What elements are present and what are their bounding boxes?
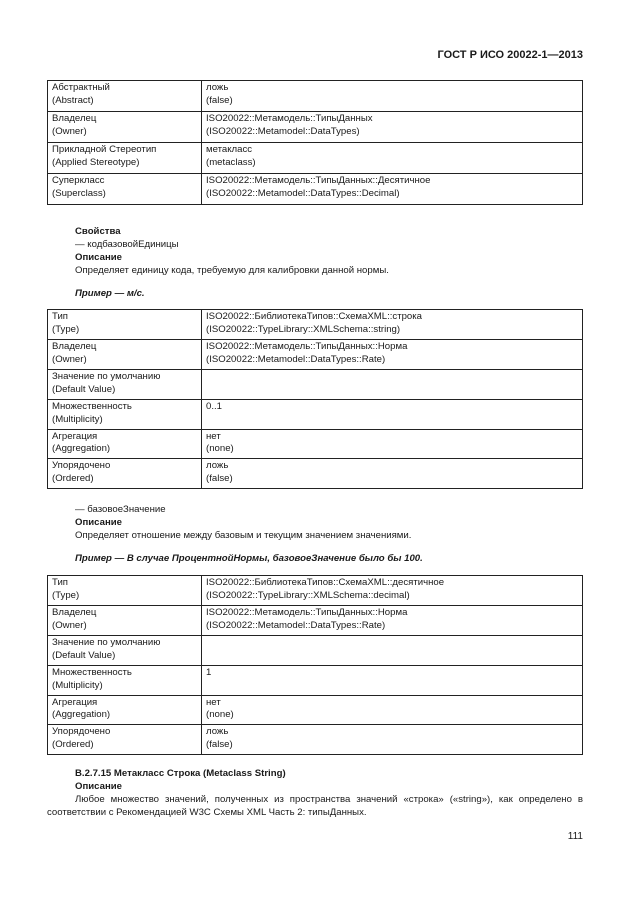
attribute-value-en: (ISO20022::TypeLibrary::XMLSchema::string) [206, 323, 401, 335]
attribute-value-ru: ISO20022::Метамодель::ТипыДанных [206, 113, 373, 124]
attribute-name-cell [48, 576, 202, 606]
attribute-name-cell [48, 369, 202, 399]
attribute-name-en: (Multiplicity) [52, 679, 103, 691]
attribute-name-ru: Владелец [52, 340, 97, 352]
property-name: — кодбазовойЕдиницы [75, 238, 179, 250]
attribute-name-en: (Owner) [52, 353, 87, 365]
attribute-value-en: (ISO20022::Metamodel::DataTypes) [206, 125, 360, 137]
attribute-value-cell [202, 399, 583, 429]
attribute-name-en: (Default Value) [52, 649, 116, 661]
metaclass-string-block [47, 768, 583, 820]
attribute-value-ru: ложь [206, 726, 229, 738]
attribute-value-ru: ISO20022::БиблиотекаТипов::СхемаXML::строка [206, 311, 423, 322]
attribute-name-cell [48, 174, 202, 205]
attribute-name-en: (Owner) [52, 619, 87, 631]
attribute-value-ru: ISO20022::Метамодель::ТипыДанных::Норма [206, 606, 408, 618]
attribute-value-cell [202, 143, 583, 174]
attribute-name-cell [48, 459, 202, 489]
attribute-name-cell [48, 399, 202, 429]
attribute-value-cell [202, 695, 583, 725]
attribute-value-en: (ISO20022::TypeLibrary::XMLSchema::decimal) [206, 589, 410, 601]
table-row [48, 81, 583, 112]
attribute-value-cell [202, 665, 583, 695]
attribute-name-ru: Владелец [52, 113, 97, 124]
attribute-name-ru: Тип [52, 577, 68, 588]
attribute-name-en: (Multiplicity) [52, 413, 103, 425]
table-row [48, 429, 583, 459]
attribute-name-en: (Ordered) [52, 739, 94, 751]
attribute-value-cell [202, 174, 583, 205]
attribute-name-cell [48, 112, 202, 143]
attribute-value-ru: нет [206, 430, 221, 442]
attribute-name-cell [48, 605, 202, 635]
attribute-name-en: (Default Value) [52, 383, 116, 395]
attribute-name-cell [48, 429, 202, 459]
attribute-value-cell [202, 81, 583, 112]
properties-block [75, 226, 583, 301]
attribute-value-en: (ISO20022::Metamodel::DataTypes::Rate) [206, 353, 386, 365]
base-value-attributes-table [47, 575, 583, 755]
attribute-value-cell [202, 310, 583, 340]
table-row [48, 174, 583, 205]
property-attributes-table [47, 309, 583, 489]
attribute-name-cell [48, 635, 202, 665]
attribute-value-cell [202, 339, 583, 369]
table-row [48, 665, 583, 695]
attribute-name-en: (Type) [52, 589, 80, 601]
attribute-name-en: (Ordered) [52, 473, 94, 485]
attribute-value-ru: ISO20022::Метамодель::ТипыДанных::Норма [206, 340, 408, 352]
table-row [48, 695, 583, 725]
properties-heading: Свойства [75, 226, 121, 237]
description-text: Любое множество значений, полученных из пространства значений «строка» («string»), как определено в соответствии с Рекомендацией W3C Схемы XML Часть 2: типыДанных. [47, 793, 583, 818]
attribute-name-ru: Владелец [52, 606, 97, 618]
table-row [48, 459, 583, 489]
attribute-value-cell [202, 605, 583, 635]
attribute-name-cell [48, 725, 202, 755]
description-text: Определяет единицу кода, требуемую для калибровки данной нормы. [75, 264, 389, 276]
attribute-name-en: (Applied Stereotype) [52, 156, 140, 168]
attribute-value-cell [202, 429, 583, 459]
attribute-value-ru: 0..1 [206, 400, 223, 412]
attribute-value-cell [202, 576, 583, 606]
attribute-name-ru: Значение по умолчанию [52, 370, 161, 382]
attribute-name-cell [48, 143, 202, 174]
attribute-name-en: (Aggregation) [52, 709, 111, 721]
metaclass-attributes-table [47, 80, 583, 205]
table-row [48, 339, 583, 369]
base-value-block [75, 504, 583, 566]
attribute-name-cell [48, 665, 202, 695]
table-row [48, 576, 583, 606]
table-row [48, 112, 583, 143]
attribute-name-ru: Упорядочено [52, 460, 111, 472]
attribute-name-cell [48, 339, 202, 369]
attribute-value-en: (none) [206, 443, 234, 455]
attribute-name-ru: Абстрактный [52, 82, 110, 93]
description-text: Определяет отношение между базовым и текущим значением значениями. [75, 529, 412, 541]
attribute-name-en: (Type) [52, 323, 80, 335]
table-row [48, 143, 583, 174]
attribute-name-en: (Abstract) [52, 94, 94, 106]
attribute-value-cell [202, 112, 583, 143]
description-heading: Описание [75, 516, 122, 528]
attribute-value-en: (false) [206, 473, 233, 485]
table-row [48, 399, 583, 429]
attribute-value-cell [202, 725, 583, 755]
attribute-name-ru: Агрегация [52, 696, 98, 708]
attribute-name-ru: Суперкласс [52, 175, 105, 186]
attribute-value-en: (false) [206, 739, 233, 751]
description-heading: Описание [75, 780, 122, 792]
description-heading: Описание [75, 251, 122, 263]
attribute-name-ru: Упорядочено [52, 726, 111, 738]
table-row [48, 310, 583, 340]
attribute-name-en: (Owner) [52, 125, 87, 137]
attribute-value-ru: 1 [206, 666, 212, 678]
table-row [48, 725, 583, 755]
example-text: Пример — м/с. [75, 287, 145, 299]
attribute-name-en: (Superclass) [52, 187, 106, 199]
attribute-value-ru: ложь [206, 82, 229, 93]
attribute-value-ru: нет [206, 696, 221, 708]
attribute-value-en: (false) [206, 94, 233, 106]
attribute-name-cell [48, 695, 202, 725]
attribute-value-en: (none) [206, 709, 234, 721]
attribute-name-cell [48, 310, 202, 340]
attribute-value-ru: метакласс [206, 144, 253, 155]
attribute-name-ru: Множественность [52, 666, 132, 678]
property-name: — базовоеЗначение [75, 504, 166, 515]
attribute-value-en: (metaclass) [206, 156, 256, 168]
section-heading: В.2.7.15 Метакласс Строка (Metaclass String) [75, 768, 286, 779]
attribute-value-ru: ISO20022::БиблиотекаТипов::СхемаXML::десятичное [206, 577, 445, 588]
table-row [48, 369, 583, 399]
attribute-value-ru: ложь [206, 460, 229, 472]
attribute-name-ru: Тип [52, 311, 68, 322]
attribute-name-cell [48, 81, 202, 112]
attribute-name-ru: Агрегация [52, 430, 98, 442]
attribute-value-cell [202, 369, 583, 399]
table-row [48, 635, 583, 665]
page-number: 111 [567, 831, 583, 842]
document-header: ГОСТ Р ИСО 20022-1—2013 [437, 49, 583, 61]
attribute-value-en: (ISO20022::Metamodel::DataTypes::Rate) [206, 619, 386, 631]
attribute-value-cell [202, 635, 583, 665]
attribute-value-ru: ISO20022::Метамодель::ТипыДанных::Десятичное [206, 175, 431, 186]
attribute-name-en: (Aggregation) [52, 443, 111, 455]
attribute-value-cell [202, 459, 583, 489]
attribute-name-ru: Значение по умолчанию [52, 636, 161, 648]
example-text: Пример — В случае ПроцентнойНормы, базовоеЗначение было бы 100. [75, 552, 423, 564]
attribute-value-en: (ISO20022::Metamodel::DataTypes::Decimal) [206, 187, 400, 199]
attribute-name-ru: Множественность [52, 400, 132, 412]
attribute-name-ru: Прикладной Стереотип [52, 144, 157, 155]
table-row [48, 605, 583, 635]
